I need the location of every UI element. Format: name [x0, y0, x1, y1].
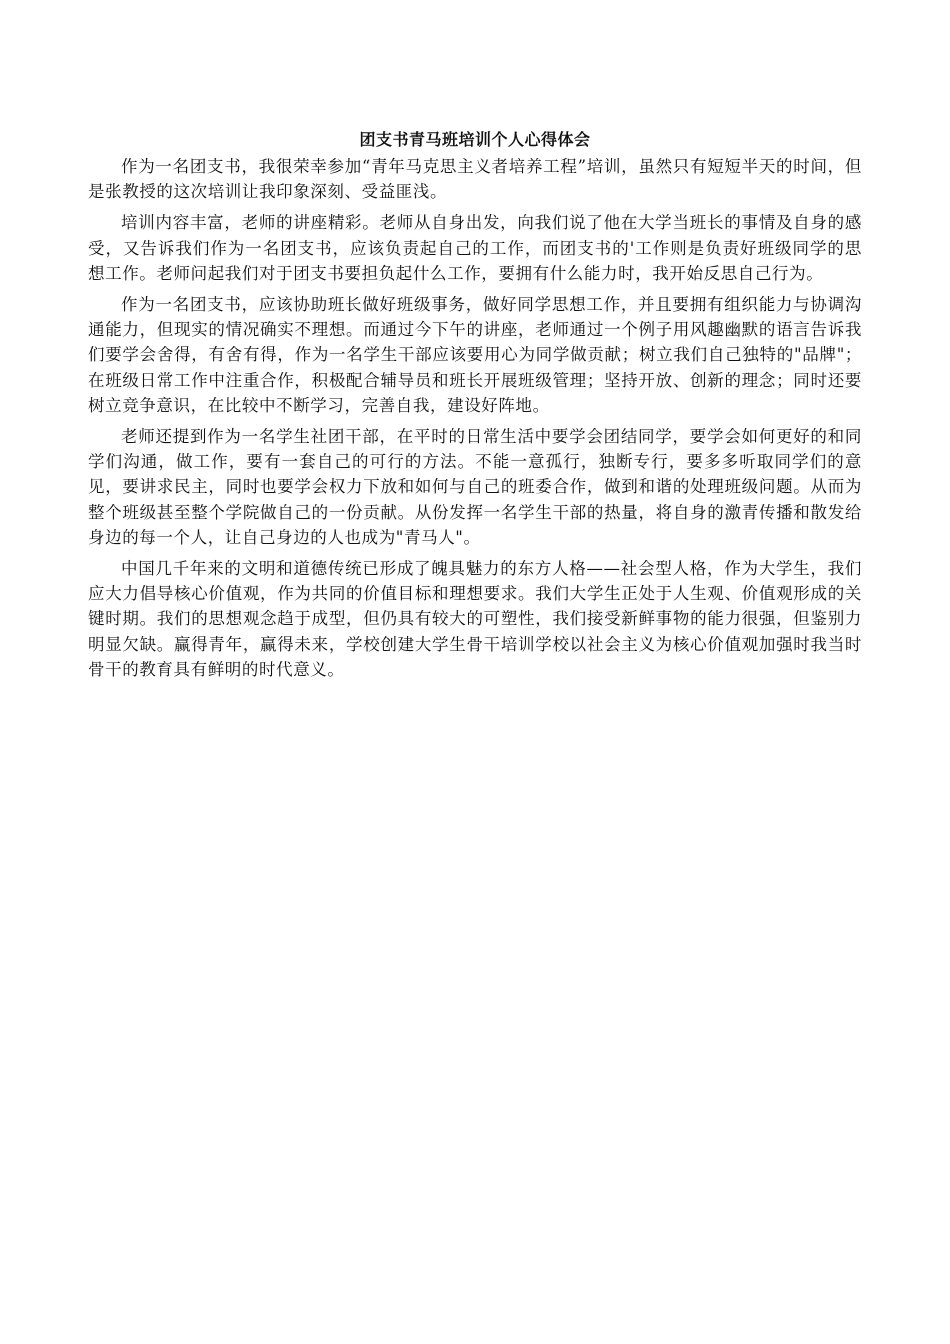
paragraph-4: 老师还提到作为一名学生社团干部，在平时的日常生活中要学会团结同学，要学会如何更好的和同学们沟通，做工作，要有一套自己的可行的方法。不能一意孤行，独断专行，要多多听取同学们的意见，要讲求民主，同时也要学会权力下放和如何与自己的班委合作，做到和谐的处理班级问题。从而为整个班级甚至整个学院做自己的一份贡献。从份发挥一名学生干部的热量，将自身的激青传播和散发给身边的每一个人，让自己身边的人也成为"青马人"。 — [88, 427, 862, 547]
paragraph-3: 作为一名团支书，应该协助班长做好班级事务，做好同学思想工作，并且要拥有组织能力与协调沟通能力，但现实的情况确实不理想。而通过今下午的讲座，老师通过一个例子用风趣幽默的语言告诉我们要学会舍得，有舍有得，作为一名学生干部应该要用心为同学做贡献；树立我们自己独特的"品牌"；在班级日常工作中注重合作，积极配合辅导员和班长开展班级管理；坚持开放、创新的理念；同时还要树立竞争意识，在比较中不断学习，完善自我，建设好阵地。 — [88, 295, 862, 415]
document-page — [88, 128, 862, 688]
paragraph-1: 作为一名团支书，我很荣幸参加“青年马克思主义者培养工程”培训，虽然只有短短半天的时间，但是张教授的这次培训让我印象深刻、受益匪浅。 — [88, 157, 862, 202]
paragraph-2: 培训内容丰富，老师的讲座精彩。老师从自身出发，向我们说了他在大学当班长的事情及自身的感受，又告诉我们作为一名团支书，应该负责起自己的工作，而团支书的'工作则是负责好班级同学的思想工作。老师问起我们对于团支书要担负起什么工作，要拥有什么能力时，我开始反思自己行为。 — [88, 213, 862, 283]
paragraph-5: 中国几千年来的文明和道德传统已形成了魄具魅力的东方人格——社会型人格，作为大学生，我们应大力倡导核心价值观，作为共同的价值目标和理想要求。我们大学生正处于人生观、价值观形成的关键时期。我们的思想观念趋于成型，但仍具有较大的可塑性，我们接受新鲜事物的能力很强，但鉴别力明显欠缺。赢得青年，赢得未来，学校创建大学生骨干培训学校以社会主义为核心价值观加强时我当时骨干的教育具有鲜明的时代意义。 — [88, 559, 862, 679]
document-title: 团支书青马班培训个人心得体会 — [359, 130, 591, 149]
